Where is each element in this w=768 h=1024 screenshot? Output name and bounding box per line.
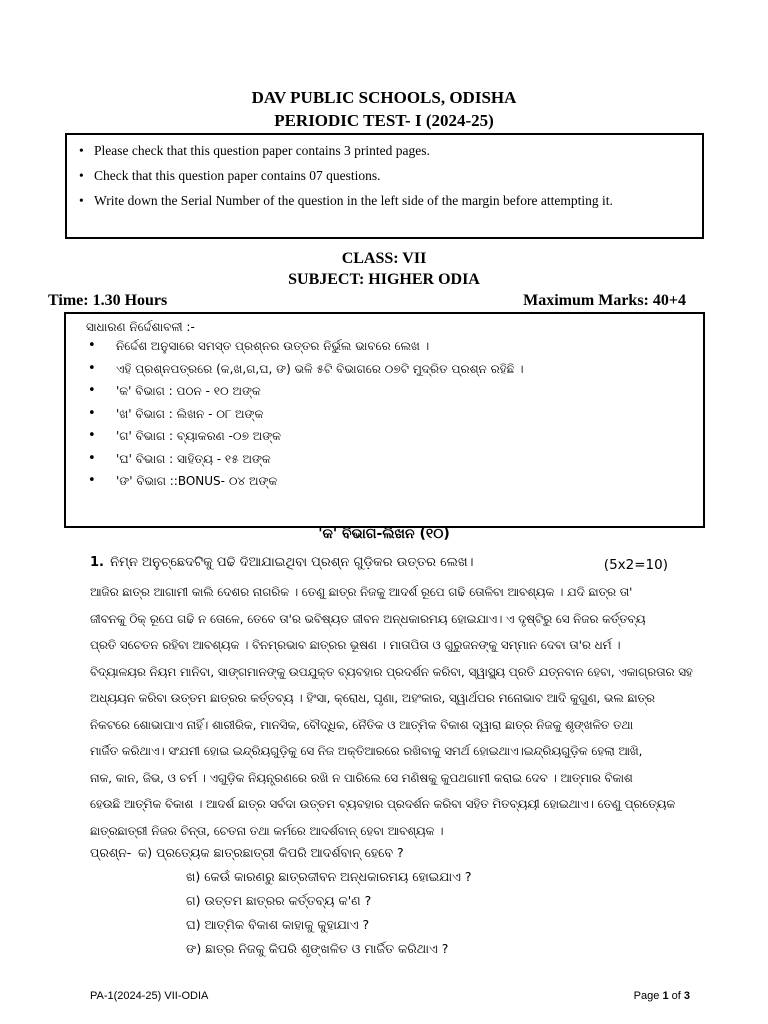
total-pages: 3	[683, 990, 690, 1002]
section-title: 'କ' ବିଭାଗ-ଲିଖନ (୧୦)	[318, 526, 450, 542]
question-text: ନିମ୍ନ ଅନୁଚ୍ଛେଦଟିକୁ ପଢି ଦିଆଯାଇଥିବା ପ୍ରଶ୍ନ ଗୁଡ଼ିକର ଉତ୍ତର ଲେଖ।	[110, 555, 474, 570]
sub-question: ଖ) କେଉଁ କାରଣରୁ ଛାତ୍ରଜୀବନ ଅନ୍ଧକାରମୟ ହୋଇଯାଏ ?	[186, 869, 472, 884]
passage-line: ହେଉଛି ଆତ୍ମିକ ବିକାଶ । ଆଦର୍ଶ ଛାତ୍ର ସର୍ବଦା ଉତ୍ତମ ବ୍ୟବହାର ପ୍ରଦର୍ଶନ କରିବା ସହିତ ମିତବ୍ୟୟୀ ହୋଇଥାଏ। ତେଣୁ ପ୍ରତ୍ୟେକ	[90, 797, 676, 811]
general-instruction-item: • ନିର୍ଦ୍ଦେଶ ଅନୁସାରେ ସମସ୍ତ ପ୍ରଶ୍ନର ଉତ୍ତର ନିର୍ଭୁଲ ଭାବରେ ଲେଖ ।	[86, 339, 693, 353]
page-number	[634, 990, 690, 1002]
passage-line: ମାର୍ଜିତ କରିଥାଏ। ସଂଯମୀ ହୋଇ ଇନ୍ଦ୍ରିୟଗୁଡ଼ିକୁ ସେ ନିଜ ଅକ୍ତିଆରରେ ରଖିବାକୁ ସମର୍ଥ ହୋଇଥାଏ।ଇନ୍ଦ୍ରିୟଗୁଡ଼ିକ ହେଲା ଆଖି,	[90, 744, 643, 758]
class-line: CLASS: VII	[341, 250, 427, 267]
general-instruction-item: • 'ଗ' ବିଭାଗ : ବ୍ୟାକରଣ -୦୭ ଅଙ୍କ	[86, 429, 693, 443]
passage	[90, 584, 697, 849]
sub-question: ଗ) ଉତ୍ତମ ଛାତ୍ରର କର୍ତ୍ତବ୍ୟ କ'ଣ ?	[186, 893, 372, 908]
passage-line: ନାକ, କାନ, ଜିଭ, ଓ ଚର୍ମ । ଏଗୁଡ଼ିକ ନିୟନ୍ତ୍ରଣରେ ରଖି ନ ପାରିଲେ ସେ ମଣିଷକୁ କୁପଥଗାମୀ କରାଇ ଦେବ । ଆତ୍ମାର ବିକାଶ	[90, 770, 633, 785]
sub-question: ଘ) ଆତ୍ମିକ ବିକାଶ କାହାକୁ କୁହାଯାଏ ?	[186, 917, 370, 932]
passage-line: ବିଦ୍ୟାଳୟର ନିୟମ ମାନିବା, ସାଙ୍ଗମାନଙ୍କୁ ଉପଯୁକ୍ତ ବ୍ୟବହାର ପ୍ରଦର୍ଶନ କରିବା, ସ୍ୱାସ୍ଥ୍ୟ ପ୍ରତି ଯତ୍ନବାନ ହେବା, ଏକାଗ୍ରତାର ସହ	[90, 664, 693, 679]
question-1	[90, 555, 690, 570]
instructions-box	[65, 133, 704, 239]
page-of: of	[671, 990, 681, 1002]
current-page: 1	[662, 990, 669, 1002]
time-label: Time: 1.30 Hours	[48, 292, 168, 309]
sub-questions	[90, 845, 471, 965]
question-marks: (5x2=10)	[603, 557, 668, 573]
test-title: PERIODIC TEST- I (2024-25)	[274, 111, 494, 130]
general-instruction-item: • 'ଖ' ବିଭାଗ : ଲିଖନ - ୦୮ ଅଙ୍କ	[86, 407, 693, 421]
passage-line: ଆଜିର ଛାତ୍ର ଆଗାମୀ କାଲି ଦେଶର ନାଗରିକ । ତେଣୁ ଛାତ୍ର ନିଜକୁ ଆଦର୍ଶ ରୂପେ ଗଢି ତୋଳିବା ଆବଶ୍ୟକ । ଯଦି ଛାତ୍ର ତା'	[90, 585, 633, 599]
general-instruction-item: • 'ଙ' ବିଭାଗ ::BONUS- ୦୪ ଅଙ୍କ	[86, 474, 693, 488]
footer-code: PA-1(2024-25) VII-ODIA	[90, 990, 209, 1002]
subject-line: SUBJECT: HIGHER ODIA	[288, 271, 480, 288]
passage-line: ଛାତ୍ରଛାତ୍ରୀ ନିଜର ଚିନ୍ତା, ଚେତନା ତଥା କର୍ମରେ ଆଦର୍ଶବାନ୍ ହେବା ଆବଶ୍ୟକ ।	[90, 823, 444, 838]
instruction-item: • Write down the Serial Number of the question in the left side of the margin before attempting it.	[79, 193, 686, 209]
general-instructions-box	[64, 312, 705, 528]
general-instruction-item: • ଏହି ପ୍ରଶ୍ନପତ୍ରରେ (କ,ଖ,ଗ,ଘ, ଙ) ଭଳି ୫ଟି ବିଭାଗରେ ୦୭ଟି ମୁଦ୍ରିତ ପ୍ରଶ୍ନ ରହିଛି ।	[86, 362, 693, 376]
page-prefix: Page	[633, 990, 660, 1002]
instruction-item: • Check that this question paper contains 07 questions.	[79, 168, 686, 184]
question-number: 1.	[90, 555, 104, 570]
instruction-item: • Please check that this question paper contains 3 printed pages.	[79, 143, 686, 159]
school-title: DAV PUBLIC SCHOOLS, ODISHA	[251, 88, 517, 107]
passage-line: ଅଧ୍ୟୟନ କରିବା ଉତ୍ତମ ଛାତ୍ରର କର୍ତ୍ତବ୍ୟ । ହିଂସା, କ୍ରୋଧ, ଘୃଣା, ଅହଂକାର, ସ୍ୱାର୍ଥପର ମନୋଭାବ ଆଦି କୁଗୁଣ, ଭଲ ଛାତ୍ର	[90, 691, 655, 705]
general-instructions-title: ସାଧାରଣ ନିର୍ଦ୍ଦେଶାବଳୀ :-	[86, 320, 195, 334]
sub-question: ଙ) ଛାତ୍ର ନିଜକୁ କିପରି ଶୃଙ୍ଖଳିତ ଓ ମାର୍ଜିତ କରିଥାଏ ?	[186, 941, 449, 956]
general-instruction-item: • 'ଘ' ବିଭାଗ : ସାହିତ୍ୟ - ୧୫ ଅଙ୍କ	[86, 452, 693, 466]
questions-label: ପ୍ରଶ୍ନ-	[90, 845, 132, 860]
passage-line: ନିକଟରେ ଶୋଭାପାଏ ନାହିଁ। ଶାରୀରିକ, ମାନସିକ, ବୌଦ୍ଧିକ, ନୈତିକ ଓ ଆତ୍ମିକ ବିକାଶ ଦ୍ୱାରା ଛାତ୍ର ନିଜକୁ ଶୃଙ୍ଖଳିତ ତଥା	[90, 717, 634, 732]
passage-line: ପ୍ରତି ସଚେତନ ରହିବା ଆବଶ୍ୟକ । ବିନମ୍ରଭାବ ଛାତ୍ରର ଭୂଷଣ । ମାତାପିତା ଓ ଗୁରୁଜନଙ୍କୁ ସମ୍ମାନ ଦେବା ତା'ର ଧର୍ମ ।	[90, 638, 621, 652]
max-marks-label: Maximum Marks: 40+4	[523, 292, 686, 309]
general-instruction-item: • 'କ' ବିଭାଗ : ପଠନ - ୧୦ ଅଙ୍କ	[86, 384, 693, 398]
passage-line: ଜୀବନକୁ ଠିକ୍ ରୂପେ ଗଢି ନ ତୋଳେ, ତେବେ ତା'ର ଭବିଷ୍ୟତ ଜୀବନ ଅନ୍ଧକାରମୟ ହୋଇଯାଏ। ଏ ଦୃଷ୍ଟିରୁ ସେ ନିଜର କର୍ତ୍ତବ୍ୟ	[90, 611, 646, 626]
sub-question: କ) ପ୍ରତ୍ୟେକ ଛାତ୍ରଛାତ୍ରୀ କିପରି ଆଦର୍ଶବାନ୍ ହେବେ ?	[138, 845, 404, 860]
